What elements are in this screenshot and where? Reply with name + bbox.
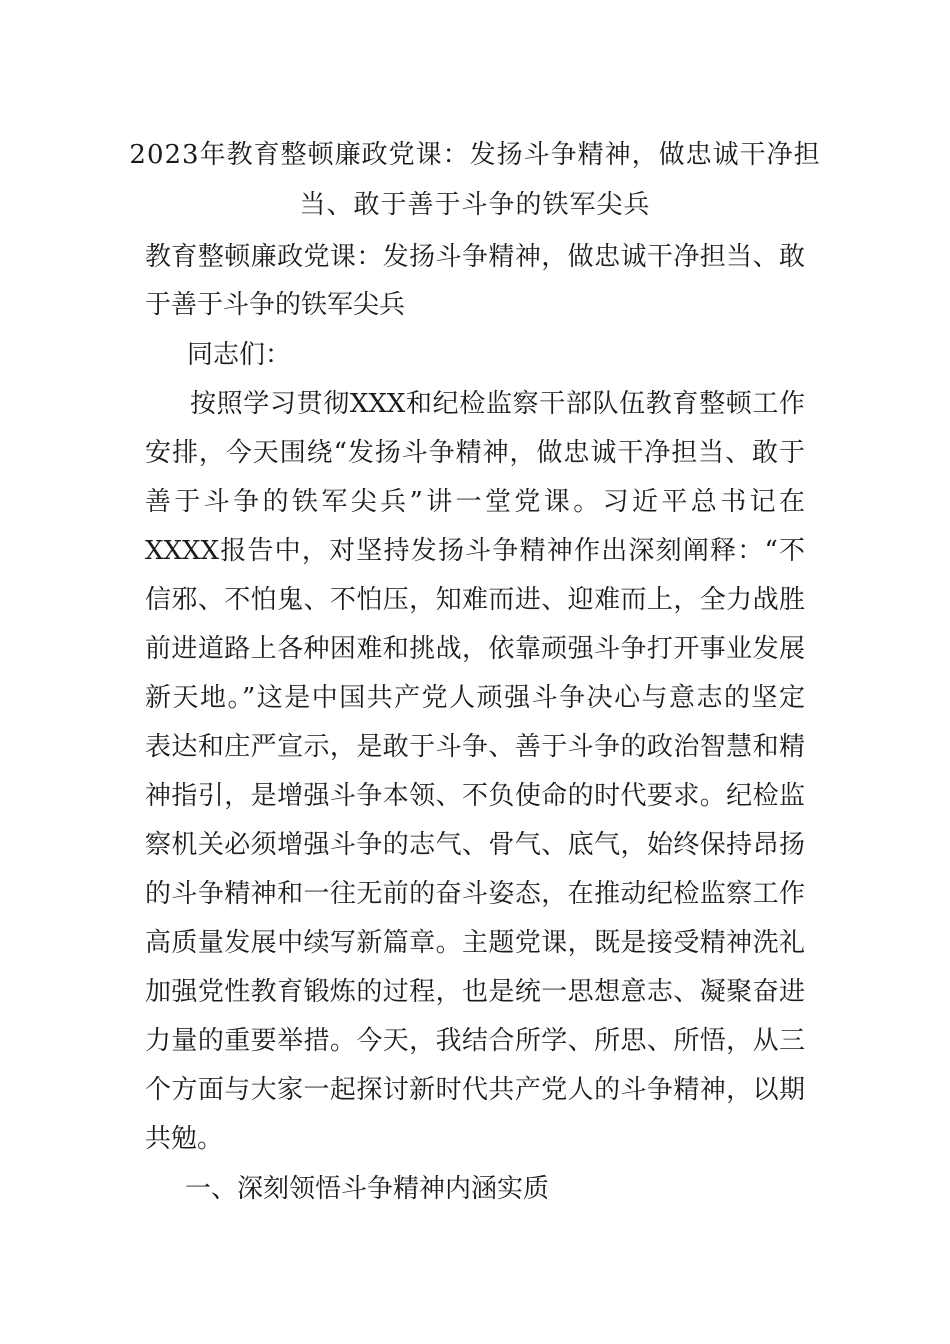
body-line: 个方面与大家一起探讨新时代共产党人的斗争精神，以期 xyxy=(145,1075,805,1105)
body-line: 表达和庄严宣示，是敢于斗争、善于斗争的政治智慧和精 xyxy=(145,732,805,762)
body-line: 的斗争精神和一往无前的奋斗姿态，在推动纪检监察工作 xyxy=(145,879,805,909)
body-line: 前进道路上各种困难和挑战，依靠顽强斗争打开事业发展 xyxy=(145,634,805,664)
body-line: 神指引，是增强斗争本领、不负使命的时代要求。纪检监 xyxy=(145,781,805,811)
body-line: 善于斗争的铁军尖兵”讲一堂党课。习近平总书记在 xyxy=(145,487,805,517)
body-line: 高质量发展中续写新篇章。主题党课，既是接受精神洗礼 xyxy=(145,928,805,958)
body-line: 按照学习贯彻XXX和纪检监察干部队伍教育整顿工作 xyxy=(190,389,805,419)
document-title-line-2: 当、敢于善于斗争的铁军尖兵 xyxy=(299,190,651,220)
body-line: 察机关必须增强斗争的志气、骨气、底气，始终保持昂扬 xyxy=(145,830,805,860)
body-line: 信邪、不怕鬼、不怕压，知难而进、迎难而上，全力战胜 xyxy=(145,585,805,615)
body-line: 加强党性教育锻炼的过程，也是统一思想意志、凝聚奋进 xyxy=(145,977,805,1007)
section-heading: 一、深刻领悟斗争精神内涵实质 xyxy=(185,1174,550,1204)
body-line: 新天地。”这是中国共产党人顽强斗争决心与意志的坚定 xyxy=(145,683,805,713)
body-line: 力量的重要举措。今天，我结合所学、所思、所悟，从三 xyxy=(145,1026,805,1056)
body-line: 安排，今天围绕“发扬斗争精神，做忠诚干净担当、敢于 xyxy=(145,438,805,468)
document-title-line-1: 2023年教育整顿廉政党课：发扬斗争精神，做忠诚干净担 xyxy=(129,140,821,170)
subtitle-line-2: 于善于斗争的铁军尖兵 xyxy=(145,290,406,320)
salutation: 同志们： xyxy=(187,340,292,370)
subtitle-line-1: 教育整顿廉政党课：发扬斗争精神，做忠诚干净担当、敢 xyxy=(145,242,805,272)
body-line: XXXX报告中，对坚持发扬斗争精神作出深刻阐释：“不 xyxy=(145,536,805,566)
body-line: 共勉。 xyxy=(145,1124,224,1154)
